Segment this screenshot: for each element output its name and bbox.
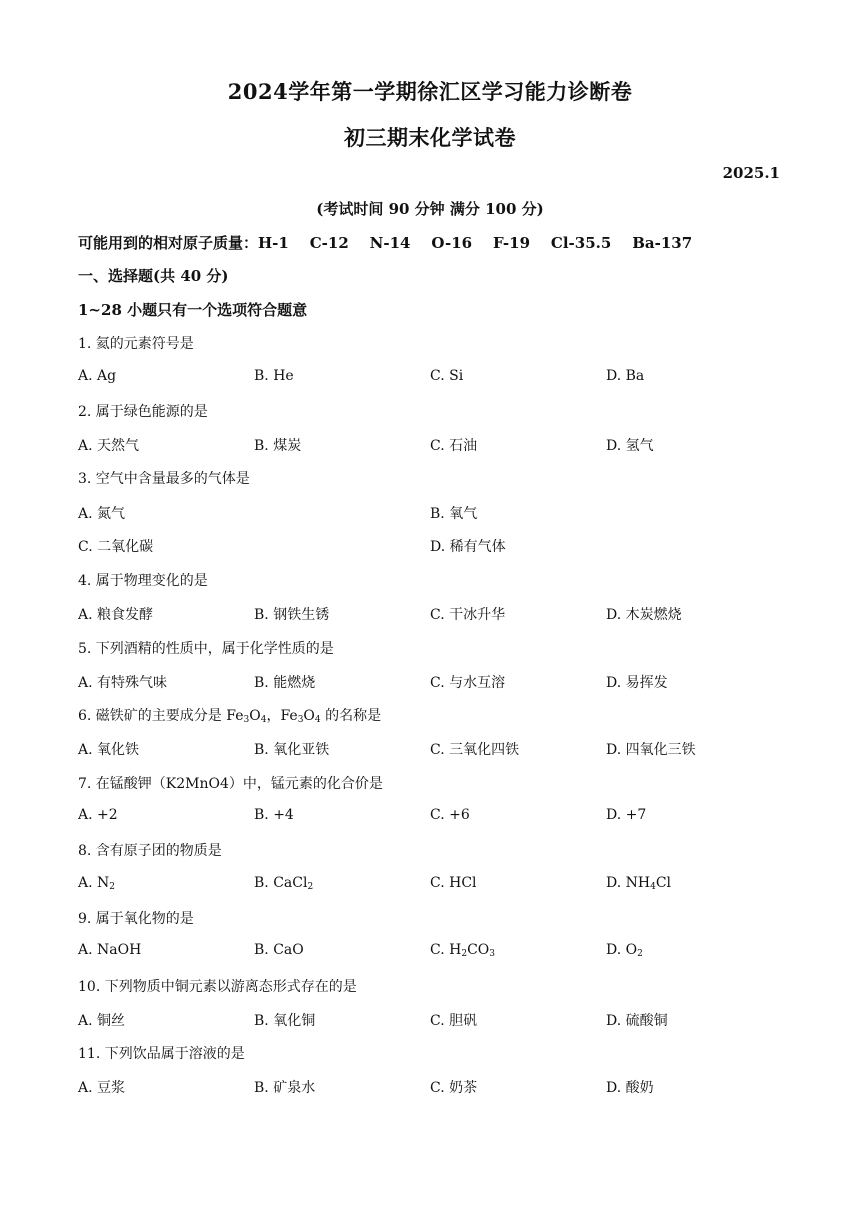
question-10-option-b: B. 氧化铜 xyxy=(254,1013,316,1029)
question-6-option-c: C. 三氧化四铁 xyxy=(430,742,520,758)
question-5-option-c: C. 与水互溶 xyxy=(430,675,506,691)
question-7-option-d: D. +7 xyxy=(606,807,647,823)
question-10-stem: 10. 下列物质中铜元素以游离态形式存在的是 xyxy=(78,979,357,995)
question-1-option-d: D. Ba xyxy=(606,368,645,384)
question-8-option-b: B. CaCl$_2$ xyxy=(254,875,314,892)
question-3-option-d: D. 稀有气体 xyxy=(430,539,506,555)
question-9-stem: 9. 属于氧化物的是 xyxy=(78,911,194,927)
section-title: 一、选择题(共 40 分) xyxy=(78,267,229,285)
question-7-option-c: C. +6 xyxy=(430,807,470,823)
question-11-stem: 11. 下列饮品属于溶液的是 xyxy=(78,1046,245,1062)
question-3-stem: 3. 空气中含量最多的气体是 xyxy=(78,471,250,487)
question-11-option-c: C. 奶茶 xyxy=(430,1080,478,1096)
question-3-option-a: A. 氮气 xyxy=(78,506,126,522)
question-5-option-d: D. 易挥发 xyxy=(606,675,668,691)
question-2-stem: 2. 属于绿色能源的是 xyxy=(78,404,208,420)
exam-date: 2025.1 xyxy=(722,164,780,182)
question-9-option-d: D. $O_2$ xyxy=(606,942,643,959)
question-6-option-d: D. 四氧化三铁 xyxy=(606,742,696,758)
question-7-option-a: A. +2 xyxy=(78,807,118,823)
question-2-option-a: A. 天然气 xyxy=(78,438,140,454)
question-6-option-b: B. 氧化亚铁 xyxy=(254,742,330,758)
question-8-option-a: A. $N_2$ xyxy=(78,875,115,892)
question-4-option-d: D. 木炭燃烧 xyxy=(606,607,682,623)
question-4-option-a: A. 粮食发酵 xyxy=(78,607,154,623)
question-11-option-a: A. 豆浆 xyxy=(78,1080,126,1096)
question-11-option-d: D. 酸奶 xyxy=(606,1080,654,1096)
question-2-option-b: B. 煤炭 xyxy=(254,438,302,454)
question-2-option-d: D. 氢气 xyxy=(606,438,654,454)
section-note: 1~28 小题只有一个选项符合题意 xyxy=(78,301,308,319)
question-9-option-c: C. $H_2CO_3$ xyxy=(430,942,495,959)
question-10-option-a: A. 铜丝 xyxy=(78,1013,126,1029)
question-1-option-b: B. He xyxy=(254,368,294,384)
question-5-stem: 5. 下列酒精的性质中，属于化学性质的是 xyxy=(78,641,334,657)
question-4-option-b: B. 钢铁生锈 xyxy=(254,607,330,623)
question-5-option-a: A. 有特殊气味 xyxy=(78,675,168,691)
question-3-option-b: B. 氧气 xyxy=(430,506,478,522)
question-4-option-c: C. 干冰升华 xyxy=(430,607,506,623)
question-7-stem: 7. 在锰酸钾（K2MnO4）中，锰元素的化合价是 xyxy=(78,776,383,792)
question-8-stem: 8. 含有原子团的物质是 xyxy=(78,843,222,859)
question-4-stem: 4. 属于物理变化的是 xyxy=(78,573,208,589)
question-2-option-c: C. 石油 xyxy=(430,438,478,454)
question-6-stem: 6. 磁铁矿的主要成分是 $Fe_3O_4$，$Fe_3O_4$ 的名称是 xyxy=(78,708,382,725)
question-9-option-a: A. NaOH xyxy=(78,942,142,958)
exam-title: 2024学年第一学期徐汇区学习能力诊断卷 xyxy=(227,79,633,104)
question-8-option-c: C. HCl xyxy=(430,875,477,891)
question-1-option-a: A. Ag xyxy=(78,368,117,384)
question-8-option-d: D. $NH_4Cl$ xyxy=(606,875,672,892)
atomic-masses: 可能用到的相对原子质量：H-1 C-12 N-14 O-16 F-19 Cl-35.5 Ba-137 xyxy=(78,234,693,252)
question-10-option-c: C. 胆矾 xyxy=(430,1013,478,1029)
question-9-option-b: B. CaO xyxy=(254,942,304,958)
question-11-option-b: B. 矿泉水 xyxy=(254,1080,316,1096)
question-1-stem: 1. 氦的元素符号是 xyxy=(78,336,194,352)
question-7-option-b: B. +4 xyxy=(254,807,294,823)
question-6-option-a: A. 氧化铁 xyxy=(78,742,140,758)
question-10-option-d: D. 硫酸铜 xyxy=(606,1013,668,1029)
question-5-option-b: B. 能燃烧 xyxy=(254,675,316,691)
exam-subtitle: 初三期末化学试卷 xyxy=(344,125,516,150)
exam-info: (考试时间 90 分钟 满分 100 分) xyxy=(316,200,544,218)
question-1-option-c: C. Si xyxy=(430,368,464,384)
question-3-option-c: C. 二氧化碳 xyxy=(78,539,154,555)
